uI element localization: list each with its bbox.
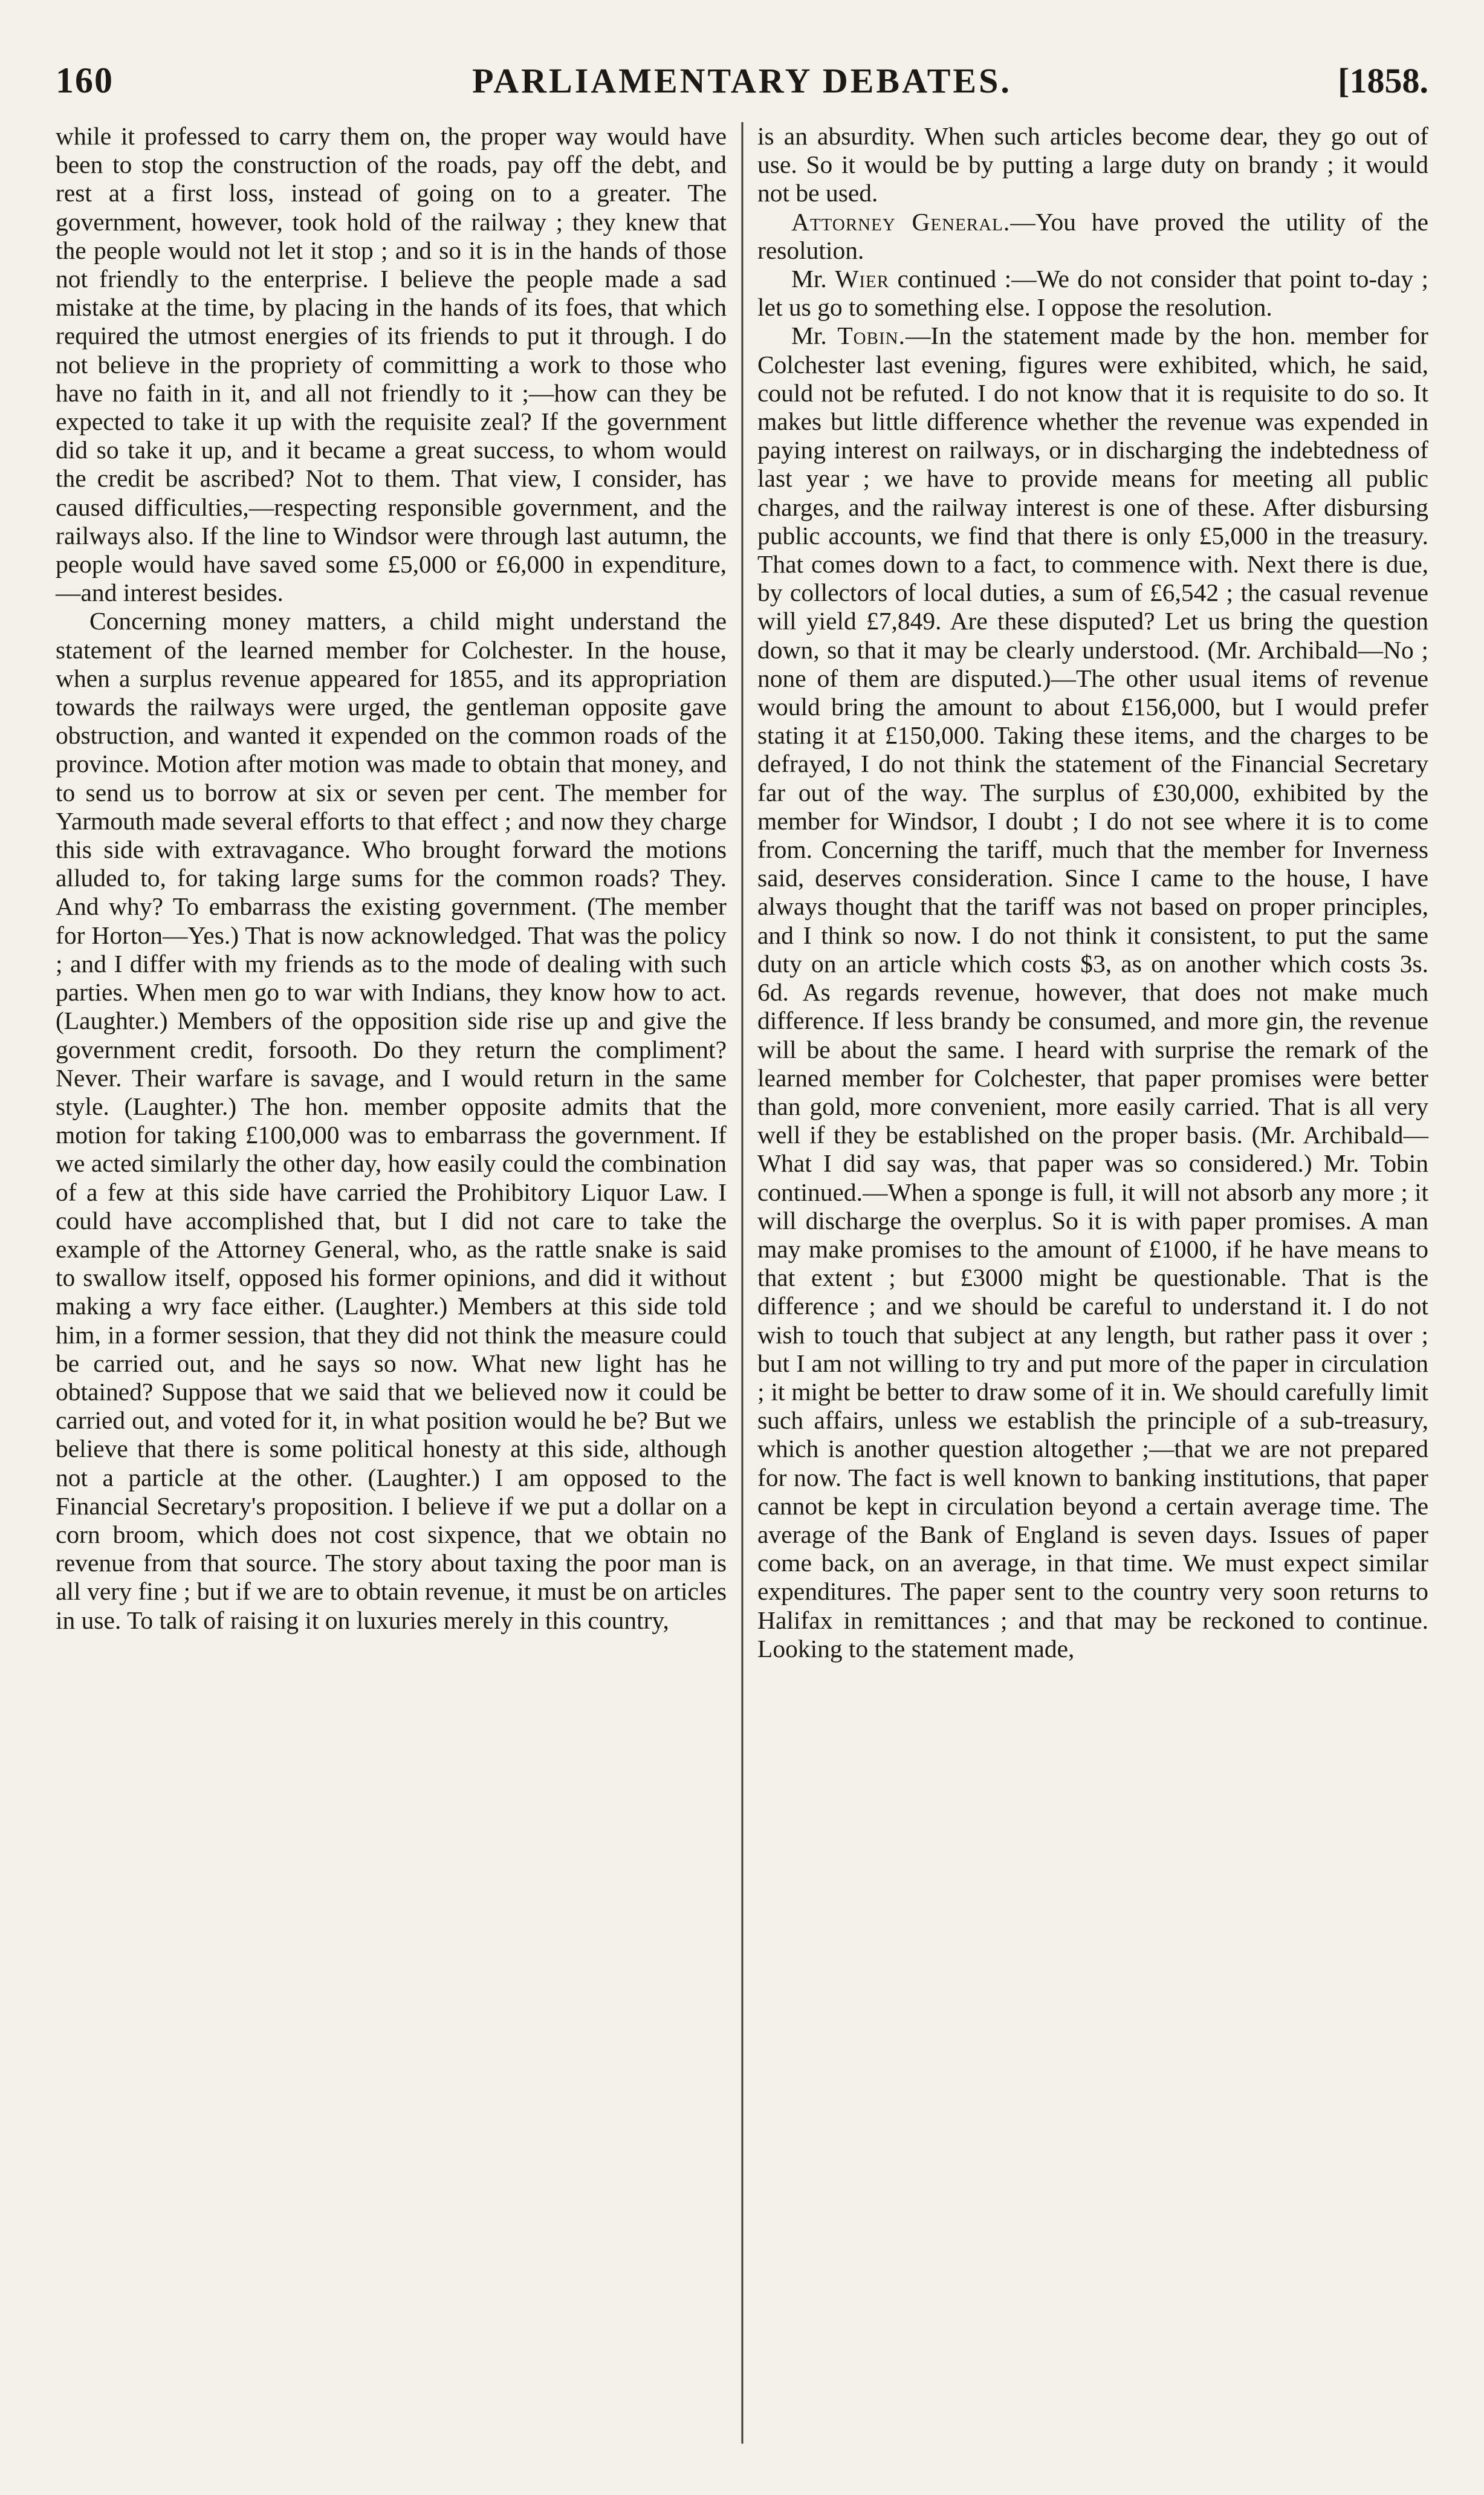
page-header	[56, 47, 1428, 114]
paragraph: while it professed to carry them on, the proper way would have been to stop the construction of the roads, pay off the debt, and rest at a first loss, instead of going on to a greater. The government, however, took hold of the railway ; they knew that the people would not let it stop ; and so it is in the hands of those not friendly to the enterprise. I believe the people made a sad mistake at the time, by placing in the hands of its foes, that which required the utmost energies of its friends to put it through. I do not believe in the propriety of committing a work to those who have no faith in it, and all not friendly to it ;—how can they be expected to take it up with the requisite zeal? If the government did so take it up, and it became a great success, to whom would the credit be ascribed? Not to them. That view, I consider, has caused difficulties,—respecting responsible government, and the railways also. If the line to Windsor were through last autumn, the people would have saved some £5,000 or £6,000 in expenditure,—and interest besides.	[56, 122, 727, 607]
paragraph	[757, 322, 1428, 1663]
page-year: [1858.	[1338, 60, 1428, 100]
column-divider	[741, 122, 743, 2444]
speaker-name: Attorney General.	[791, 207, 1011, 236]
running-title: PARLIAMENTARY DEBATES.	[472, 60, 1012, 100]
paragraph	[757, 208, 1428, 265]
right-column	[757, 122, 1428, 2444]
speaker-name: Tobin.	[837, 322, 906, 350]
speaker-name: Wier	[835, 265, 890, 293]
paragraph	[757, 265, 1428, 322]
speaker-title: Mr.	[791, 265, 835, 293]
left-column	[56, 122, 727, 2444]
paragraph: is an absurdity. When such articles become dear, they go out of use. So it would be by putting a large duty on brandy ; it would not be used.	[757, 122, 1428, 207]
speech-text: continued :—We do not consider that point to-day ; let us go to something else. I oppose the resolution.	[757, 265, 1429, 322]
paragraph: Concerning money matters, a child might understand the statement of the learned member for Colchester. In the house, when a surplus revenue appeared for 1855, and its appropriation towards the railways were urged, the gentleman opposite gave obstruction, and wanted it expended on the common roads of the province. Motion after motion was made to obtain that money, and to send us to borrow at six or seven per cent. The member for Yarmouth made several efforts to that effect ; and now they charge this side with extravagance. Who brought forward the motions alluded to, for taking large sums for the common roads? They. And why? To embarrass the existing government. (The member for Horton—Yes.) That is now acknowledged. That was the policy ; and I differ with my friends as to the mode of dealing with such parties. When men go to war with Indians, they know how to act. (Laughter.) Members of the opposition side rise up and give the government credit, forsooth. Do they return the compliment? Never. Their warfare is savage, and I would return in the same style. (Laughter.) The hon. member opposite admits that the motion for taking £100,000 was to embarrass the government. If we acted similarly the other day, how easily could the combination of a few at this side have carried the Prohibitory Liquor Law. I could have accomplished that, but I did not care to take the example of the Attorney General, who, as the rattle snake is said to swallow itself, opposed his former opinions, and did it without making a wry face either. (Laughter.) Members at this side told him, in a former session, that they did not think the measure could be carried out, and he says so now. What new light has he obtained? Suppose that we said that we believed now it could be carried out, and voted for it, in what position would he be? But we believe that there is some political honesty at this side, although not a particle at the other. (Laughter.) I am opposed to the Financial Secretary's proposition. I believe if we put a dollar on a corn broom, which does not cost sixpence, that we obtain no revenue from that source. The story about taxing the poor man is all very fine ; but if we are to obtain revenue, it must be on articles in use. To talk of raising it on luxuries merely in this country,	[56, 607, 727, 1634]
page-number: 160	[56, 60, 114, 100]
speech-text: —In the statement made by the hon. member for Colchester last evening, figures were exhibited, which, he said, could not be refuted. I do not know that it is requisite to do so. It makes but little difference whether the revenue was expended in paying interest on railways, or in discharging the indebtedness of last year ; we have to provide means for meeting all public charges, and the railway interest is one of these. After disbursing public accounts, we find that there is only £5,000 in the treasury. That comes down to a fact, to commence with. Next there is due, by collectors of local duties, a sum of £6,542 ; the casual revenue will yield £7,849. Are these disputed? Let us bring the question down, so that it may be clearly understood. (Mr. Archibald—No ; none of them are disputed.)—The other usual items of revenue would bring the amount to about £156,000, but I would prefer stating it at £150,000. Taking these items, and the charges to be defrayed, I do not think the statement of the Financial Secretary far out of the way. The surplus of £30,000, exhibited by the member for Windsor, I doubt ; I do not see where it is to come from. Concerning the tariff, much that the member for Inverness said, deserves consideration. Since I came to the house, I have always thought that the tariff was not based on proper principles, and I think so now. I do not think it consistent, to put the same duty on an article which costs $3, as on another which costs 3s. 6d. As regards revenue, however, that does not make much difference. If less brandy be consumed, and more gin, the revenue will be about the same. I heard with surprise the remark of the learned member for Colchester, that paper promises were better than gold, more convenient, more easily carried. That is all very well if they be established on the proper basis. (Mr. Archibald—What I did say was, that paper was so considered.) Mr. Tobin continued.—When a sponge is full, it will not absorb any more ; it will discharge the overplus. So it is with paper promises. A man may make promises to the amount of £1000, if he have means to that extent ; but £3000 might be questionable. That is the difference ; and we should be careful to understand it. I do not wish to touch that subject at any length, but rather pass it over ; but I am not willing to try and put more of the paper in circulation ; it might be better to draw some of it in. We should carefully limit such affairs, unless we establish the principle of a sub-treasury, which is another question altogether ;—that we are not prepared for now. The fact is well known to banking institutions, that paper cannot be kept in circulation beyond a certain average time. The average of the Bank of England is seven days. Issues of paper come back, on an average, in that time. We must expect similar expenditures. The paper sent to the country very soon returns to Halifax in remittances ; and that may be reckoned to continue. Looking to the statement made,	[757, 322, 1428, 1663]
speech-text: —You have proved the utility of the resolution.	[757, 207, 1429, 264]
speaker-title: Mr.	[791, 322, 838, 350]
text-columns	[56, 122, 1428, 2444]
